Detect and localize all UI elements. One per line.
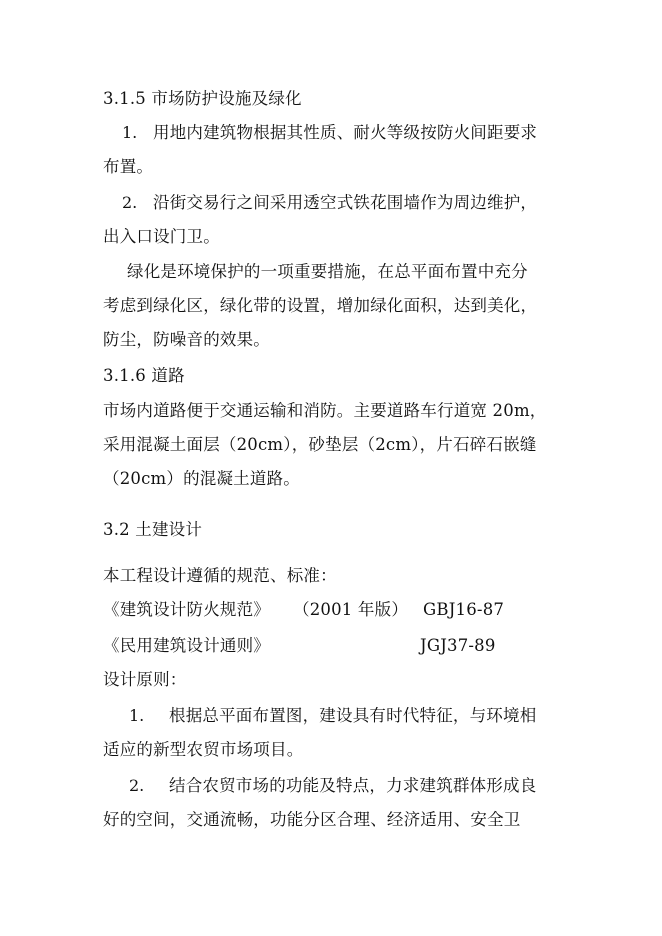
paragraph-line: 用地内建筑物根据其性质、耐火等级按防火间距要求 [153,123,538,142]
list-number: 1. [122,123,138,142]
section-heading-3-2: 3.2 土建设计 [103,520,203,539]
paragraph-line: 采用混凝土面层（20cm），砂垫层（2cm），片石碎石嵌缝 [103,435,537,454]
paragraph-line: 结合农贸市场的功能及特点，力求建筑群体形成良 [169,776,537,795]
paragraph-line: 绿化是环境保护的一项重要措施，在总平面布置中充分 [127,262,528,281]
paragraph-line: 防尘，防噪音的效果。 [103,330,270,349]
standard-code: GBJ16-87 [423,600,505,619]
standard-edition: （2001 年版） [293,600,409,619]
paragraph-line: 根据总平面布置图，建设具有时代特征，与环境相 [169,706,537,725]
paragraph-line: 本工程设计遵循的规范、标准： [103,566,337,585]
paragraph-line: 出入口设门卫。 [103,227,220,246]
list-number: 2. [122,193,138,212]
standard-name: 《建筑设计防火规范》 [103,600,270,619]
standard-name: 《民用建筑设计通则》 [103,636,270,655]
paragraph-line: （20cm）的混凝土道路。 [103,469,300,488]
standard-code: JGJ37-89 [420,636,496,655]
paragraph-line: 布置。 [103,157,154,176]
section-heading-3-1-5: 3.1.5 市场防护设施及绿化 [103,89,302,108]
section-heading-3-1-6: 3.1.6 道路 [103,366,185,385]
list-number: 2. [129,776,145,795]
paragraph-line: 市场内道路便于交通运输和消防。主要道路车行道宽 20m， [103,401,547,420]
paragraph-line: 好的空间，交通流畅，功能分区合理、经济适用、安全卫 [103,810,521,829]
paragraph-line: 适应的新型农贸市场项目。 [103,740,304,759]
paragraph-line: 考虑到绿化区，绿化带的设置，增加绿化面积，达到美化， [103,296,538,315]
list-number: 1. [129,706,145,725]
paragraph-line: 设计原则： [103,670,187,689]
paragraph-line: 沿街交易行之间采用透空式铁花围墙作为周边维护， [153,193,538,212]
